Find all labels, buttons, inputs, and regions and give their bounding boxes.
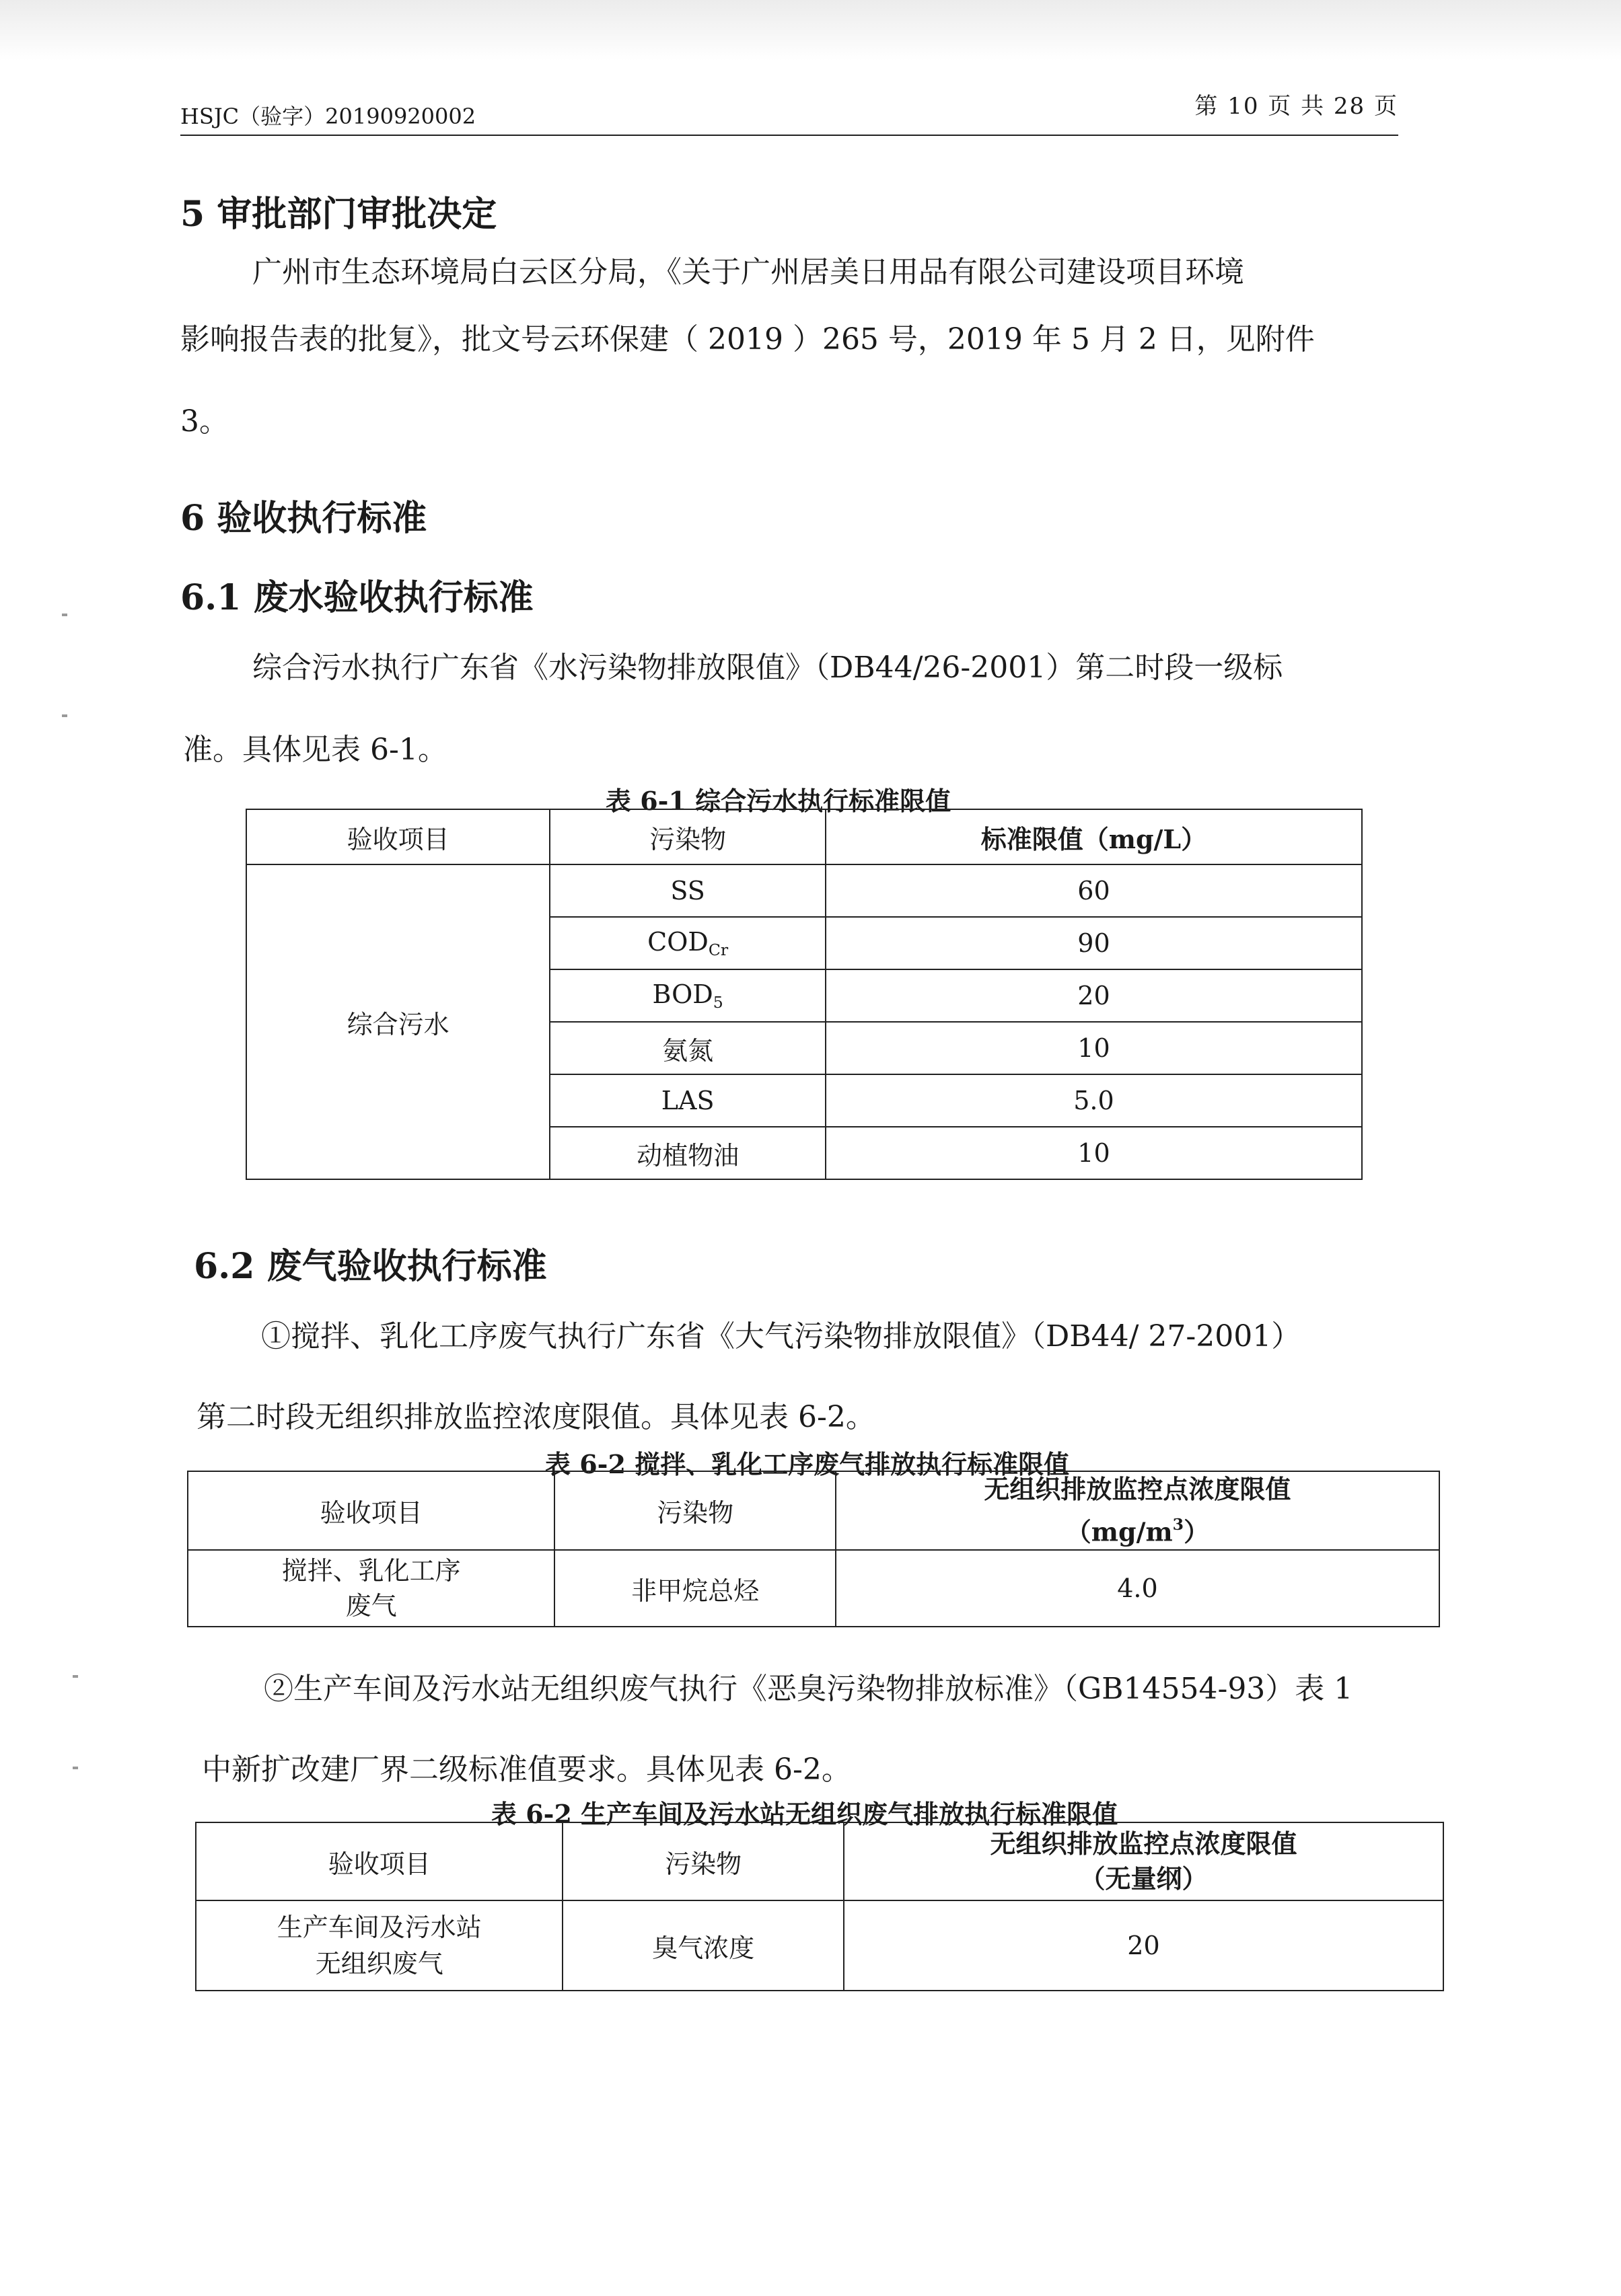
table-6-2b-pollutant: 臭气浓度 xyxy=(563,1900,844,1991)
section-6-1-title: 6.1 废水验收执行标准 xyxy=(180,577,534,618)
table-6-1 xyxy=(246,809,1363,1180)
table-6-1-header-pollutant: 污染物 xyxy=(550,809,826,864)
page-number: 第 10 页 共 28 页 xyxy=(1194,93,1398,120)
scan-mark xyxy=(73,1767,78,1769)
table-6-1-pollutant: $COD_{Cr}$ xyxy=(550,917,826,969)
table-6-1-pollutant: 动植物油 xyxy=(550,1127,826,1179)
table-6-1-header-row xyxy=(246,809,1362,864)
table-6-1-pollutant: LAS xyxy=(550,1074,826,1127)
table-6-2b-limit: 20 xyxy=(844,1900,1443,1991)
table-6-1-item-cell: 综合污水 xyxy=(246,864,550,1179)
table-6-2b-header-pollutant: 污染物 xyxy=(563,1822,844,1900)
section-6-2-title: 6.2 废气验收执行标准 xyxy=(194,1246,547,1287)
table-6-1-limit: 5.0 xyxy=(826,1074,1362,1127)
table-6-1-limit: 60 xyxy=(826,864,1362,917)
table-6-1-pollutant: 氨氮 xyxy=(550,1022,826,1074)
scan-mark xyxy=(73,1675,78,1678)
table-6-1-limit: 10 xyxy=(826,1127,1362,1179)
table-6-1-pollutant: SS xyxy=(550,864,826,917)
section-5-title: 5 审批部门审批决定 xyxy=(180,194,497,235)
table-6-2b-header-limit: 无组织排放监控点浓度限值 （无量纲） xyxy=(844,1822,1443,1900)
table-6-1-pollutant: $BOD_5$ xyxy=(550,969,826,1022)
table-6-1-limit: 10 xyxy=(826,1022,1362,1074)
table-6-2a-caption: 表 6-2 搅拌、乳化工序废气排放执行标准限值 xyxy=(545,1449,1070,1479)
scan-top-shadow xyxy=(0,0,1621,61)
table-6-2a-item-cell: 搅拌、乳化工序 废气 xyxy=(188,1550,554,1627)
scan-mark xyxy=(62,614,67,616)
table-6-1-header-limit: 标准限值（mg/L） xyxy=(826,809,1362,864)
table-6-1-caption: 表 6-1 综合污水执行标准限值 xyxy=(606,786,951,816)
table-6-2a-header-row xyxy=(188,1471,1439,1550)
section-6-2-line-4: 中新扩改建厂界二级标准值要求。具体见表 6-2。 xyxy=(202,1752,851,1787)
section-6-1-line-1: 综合污水执行广东省《水污染物排放限值》（DB44/26-2001）第二时段一级标 xyxy=(252,651,1283,685)
table-6-2a-header-item: 验收项目 xyxy=(188,1471,554,1550)
section-6-2-line-2: 第二时段无组织排放监控浓度限值。具体见表 6-2。 xyxy=(196,1400,875,1434)
table-row xyxy=(196,1900,1443,1991)
table-6-1-limit: 20 xyxy=(826,969,1362,1022)
section-5-line-3: 3。 xyxy=(180,404,229,439)
table-6-2a-header-limit: 无组织排放监控点浓度限值 $(mg/m^3)$ xyxy=(836,1471,1439,1550)
section-6-2-line-3: ②生产车间及污水站无组织废气执行《恶臭污染物排放标准》（GB14554-93）表 1 xyxy=(264,1672,1353,1706)
document-id: HSJC（验字）20190920002 xyxy=(180,104,476,129)
table-6-2b-caption: 表 6-2 生产车间及污水站无组织废气排放执行标准限值 xyxy=(491,1799,1118,1829)
table-6-2b-header-item: 验收项目 xyxy=(196,1822,563,1900)
table-6-2a-header-pollutant: 污染物 xyxy=(554,1471,836,1550)
table-6-1-limit: 90 xyxy=(826,917,1362,969)
section-5-line-2: 影响报告表的批复》，批文号云环保建（ 2019 ）265 号，2019 年 5 月 2 日，见附件 xyxy=(180,322,1315,357)
section-6-1-line-2: 准。具体见表 6-1。 xyxy=(183,733,447,767)
section-6-2-line-1: ①搅拌、乳化工序废气执行广东省《大气污染物排放限值》（DB44/ 27-2001） xyxy=(261,1319,1301,1354)
table-6-2b-item-cell: 生产车间及污水站 无组织废气 xyxy=(196,1900,563,1991)
table-row xyxy=(188,1550,1439,1627)
section-6-title: 6 验收执行标准 xyxy=(180,498,427,539)
page-header xyxy=(180,86,1398,136)
table-row xyxy=(246,864,1362,917)
table-6-2a-pollutant: 非甲烷总烃 xyxy=(554,1550,836,1627)
table-6-2b-header-row xyxy=(196,1822,1443,1900)
section-5-line-1: 广州市生态环境局白云区分局，《关于广州居美日用品有限公司建设项目环境 xyxy=(252,255,1244,289)
scan-mark xyxy=(62,714,67,717)
table-6-2a xyxy=(187,1471,1440,1627)
table-6-1-header-item: 验收项目 xyxy=(246,809,550,864)
table-6-2b xyxy=(195,1822,1444,1991)
table-6-2a-limit: 4.0 xyxy=(836,1550,1439,1627)
